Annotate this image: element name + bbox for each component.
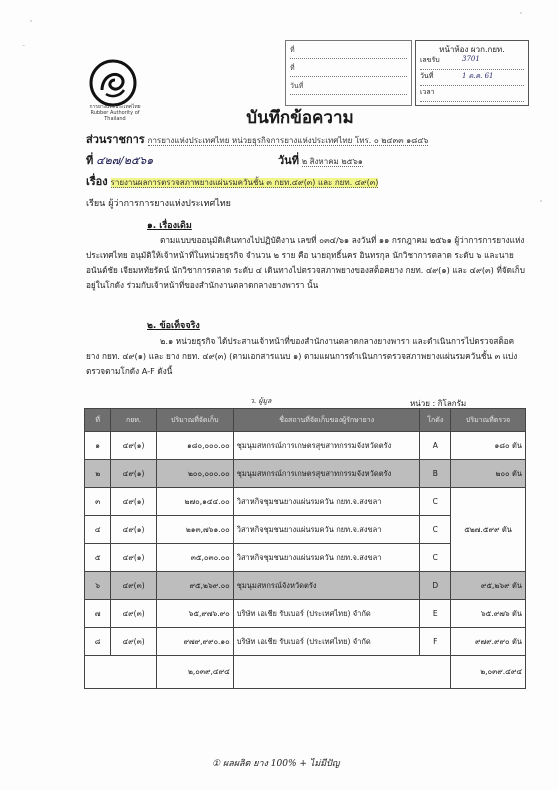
to-label: เรียน [86, 199, 106, 209]
section2-heading: ๒. ข้อเท็จจริง [147, 321, 200, 331]
memo-title: บันทึกข้อความ [246, 108, 354, 128]
stamp-row-value: 1 ต.ค. 61 [462, 72, 494, 80]
scan-speck [30, 20, 32, 22]
cell-warehouse: E [420, 600, 451, 628]
subject-value: รายงานผลการตรวจสภาพยางแผ่นรมควันชั้น ๓ กยท.๔๙(๓) และ กยท. ๔๙(๓) [110, 178, 379, 187]
department-label: ส่วนราชการ [86, 133, 145, 146]
stamp-line-label: ที่ [290, 46, 295, 54]
date-label: วันที่ [278, 154, 299, 167]
cell-no: ๘ [85, 628, 111, 656]
cell-no: ๖ [85, 572, 111, 600]
cell-place: วิสาหกิจชุมชนยางแผ่นรมควัน กยท.จ.สงขลา [233, 516, 420, 544]
cell-kyt: ๔๙(๑) [111, 460, 156, 488]
cell-no: ๓ [85, 488, 111, 516]
stamp-line-label: ที่ [290, 64, 295, 72]
cell-checked: ๖๕.๙๗๖ ตัน [451, 600, 526, 628]
cell-qty: ๙๕,๒๖๙.๐๐ [156, 572, 233, 600]
cell-checked-merged: ๕๒๗.๕๙๙ ตัน [451, 488, 526, 572]
table-row [85, 432, 526, 460]
cell-place: วิสาหกิจชุมชนยางแผ่นรมควัน กยท.จ.สงขลา [233, 488, 420, 516]
department-line [86, 130, 428, 148]
stock-table [84, 408, 526, 689]
table-row [85, 460, 526, 488]
cell-warehouse: D [420, 572, 451, 600]
cell-kyt: ๔๙(๑) [111, 432, 156, 460]
total-checked: ๒,๐๓๙.๔๙๔ [451, 656, 526, 689]
cell-place: ชุมนุมสหกรณ์การเกษตรสุขสาทกรรมจังหวัดตรัง [233, 460, 420, 488]
receipt-stamp-right [415, 40, 529, 106]
cell-place: บริษัท เอเชีย รับเบอร์ (ประเทศไทย) จำกัด [233, 628, 420, 656]
cell-checked: ๙๕,๒๖๙ ตัน [451, 572, 526, 600]
number-label: ที่ [86, 154, 94, 167]
subject-line [86, 172, 378, 190]
cell-no: ๑ [85, 432, 111, 460]
cell-kyt: ๔๙(๓) [111, 600, 156, 628]
col-header: ที่ [85, 409, 111, 432]
table-row [85, 628, 526, 656]
cell-place: วิสาหกิจชุมชนยางแผ่นรมควัน กยท.จ.สงขลา [233, 544, 420, 572]
cell-warehouse: C [420, 544, 451, 572]
date-line [278, 151, 363, 169]
rubber-authority-logo-icon [88, 58, 138, 108]
cell-kyt: ๔๙(๑) [111, 544, 156, 572]
cell-qty: ๓๕,๐๓๐.๐๐ [156, 544, 233, 572]
cell-warehouse: C [420, 488, 451, 516]
to-value: ผู้ว่าการการยางแห่งประเทศไทย [108, 199, 231, 209]
cell-checked: ๑๘๐ ตัน [451, 432, 526, 460]
total-spacer [85, 656, 157, 689]
stamp-row-label: วันที่ [420, 72, 434, 80]
cell-qty: ๒๑๓,๗๖๑.๐๐ [156, 516, 233, 544]
cell-qty: ๖๕,๙๗๖.๙๐ [156, 600, 233, 628]
section2-text: ๒.๑ หน่วยธุรกิจ ได้ประสานเจ้าหน้าที่ของสำนักงานตลาดกลางยางพารา และดำเนินการไปตรวจสต็อคยาง กยท. ๔๙(๑) และ ยาง กยท. ๔๙(๓) (ตามเอกสารแนบ ๑) ตามแผนการดำเนินการตรวจสภาพยางแผ่นรมควันชั้น ๓ แบ่งตรวจตามโกดัง A-F ดังนี้ [86, 336, 518, 376]
cell-warehouse: C [420, 516, 451, 544]
logo-caption: การยางแห่งประเทศไทย Rubber Authority of Thailand [89, 104, 141, 122]
cell-no: ๒ [85, 460, 111, 488]
table-header-row [85, 409, 526, 432]
table-total-row [85, 656, 526, 689]
number-line [86, 151, 153, 169]
to-line [86, 196, 231, 210]
cell-kyt: ๔๙(๑) [111, 516, 156, 544]
stamp-row-label: เวลา [420, 88, 435, 96]
stamp-line-label: วันที่ [290, 82, 304, 90]
number-value: ๔๒๗/๒๕๖๑ [96, 154, 154, 167]
col-header: กยท. [111, 409, 156, 432]
total-spacer [233, 656, 450, 689]
total-qty: ๒,๐๓๙,๔๙๔ [156, 656, 233, 689]
cell-no: ๗ [85, 600, 111, 628]
table-row [85, 488, 526, 516]
scan-speck [520, 12, 522, 14]
stamp-row-value: 3701 [462, 55, 480, 63]
cell-no: ๕ [85, 544, 111, 572]
cell-checked: ๙๗๙.๙๙๐ ตัน [451, 628, 526, 656]
cell-kyt: ๔๙(๑) [111, 488, 156, 516]
cell-warehouse: F [420, 628, 451, 656]
cell-kyt: ๔๙(๓) [111, 628, 156, 656]
cell-qty: ๑๘๐,๐๐๐.๐๐ [156, 432, 233, 460]
cell-warehouse: B [420, 460, 451, 488]
handwritten-footnote: ① ผลผลิต ยาง 100% + ไม่มีปัญ [212, 759, 340, 769]
receipt-stamp-left [285, 40, 412, 106]
table-row [85, 600, 526, 628]
col-header: ชื่อสถานที่จัดเก็บของผู้รักษายาง [233, 409, 420, 432]
department-value: การยางแห่งประเทศไทย หน่วยธุรกิจการยางแห่งประเทศไทย โทร. ๐ ๒๔๓๓ ๑๘๔๖ [147, 136, 429, 145]
col-header: ปริมาณที่ตรวจ [451, 409, 526, 432]
handwritten-note: ว. ผู้มูล [250, 397, 272, 405]
section1-text: ตามแบบขออนุมัติเดินทางไปปฏิบัติงาน เลขที่ ๐๓๔/๖๑ ลงวันที่ ๑๑ กรกฎาคม ๒๕๖๑ ผู้ว่าการการยางแห่งประเทศไทย อนุมัติให้เจ้าหน้าที่ในหน่วยธุรกิจ จำนวน ๒ ราย คือ นายฤทธิ์นคร อินทรกุล นักวิชาการตลาด ระดับ ๖ และนายอนันต์ชัย เจียมหทัยรัตน์ นักวิชาการตลาด ระดับ ๔ เดินทางไปตรวจสภาพยางของสต็อคยาง กยท. ๔๙(๑) และ ๔๙(๓) ที่จัดเก็บอยู่ในโกดัง ร่วมกับเจ้าหน้าที่ของสำนักงานตลาดกลางยางพารา นั้น [86, 235, 525, 290]
scan-speck [22, 45, 25, 46]
cell-qty: ๒๐๐,๐๐๐.๐๐ [156, 460, 233, 488]
cell-kyt: ๔๙(๓) [111, 572, 156, 600]
cell-place: ชุมนุมสหกรณ์การเกษตรสุขสาทกรรมจังหวัดตรัง [233, 432, 420, 460]
col-header: ปริมาณที่จัดเก็บ [156, 409, 233, 432]
stamp-header: หน้าห้อง ผวก.กยท. [439, 45, 505, 54]
cell-no: ๔ [85, 516, 111, 544]
cell-warehouse: A [420, 432, 451, 460]
section1-heading: ๑. เรื่องเดิม [147, 221, 192, 231]
cell-qty: ๙๗๙,๙๙๐.๑๐ [156, 628, 233, 656]
table-row [85, 572, 526, 600]
col-header: โกดัง [420, 409, 451, 432]
date-value: ๒ สิงหาคม ๒๕๖๑ [301, 157, 363, 166]
stamp-row-label: เลขรับ [420, 56, 440, 64]
cell-qty: ๒๗๐,๑๔๔.๐๐ [156, 488, 233, 516]
scan-speck [540, 200, 542, 202]
cell-place: บริษัท เอเชีย รับเบอร์ (ประเทศไทย) จำกัด [233, 600, 420, 628]
subject-label: เรื่อง [86, 175, 108, 188]
unit-label: หน่วย : กิโลกรัม [410, 399, 467, 408]
cell-place: ชุมนุมสหกรณ์จังหวัดตรัง [233, 572, 420, 600]
cell-checked: ๒๐๐ ตัน [451, 460, 526, 488]
